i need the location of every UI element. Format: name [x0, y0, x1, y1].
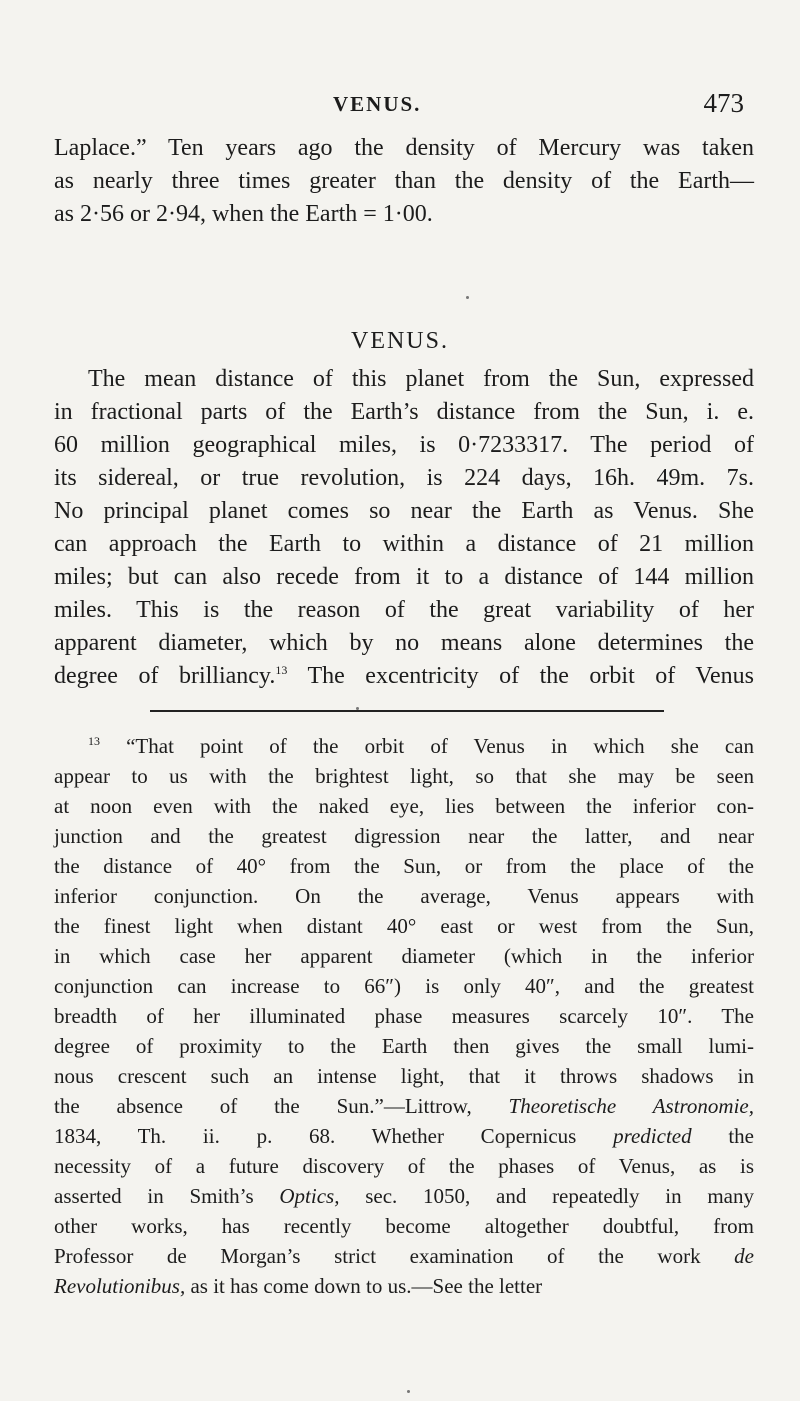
text-line: the finest light when distant 40° east or west from the Sun, [54, 914, 754, 938]
text-line [54, 660, 754, 693]
text-line: inferior conjunction. On the average, Venus appears with [54, 884, 754, 908]
text-line: necessity of a future discovery of the phases of Venus, as is [54, 1154, 754, 1178]
text-line: degree of proximity to the Earth then gives the small lumi- [54, 1034, 754, 1058]
text-line [54, 731, 754, 761]
text-fragment: sec. 1050, and repeatedly in many [339, 1184, 754, 1208]
text-line: junction and the greatest digression near the latter, and near [54, 824, 754, 848]
book-title: Theoretische Astronomie, [508, 1094, 754, 1118]
footnote [54, 731, 754, 1301]
text-line: in fractional parts of the Earth’s distance from the Sun, i. e. [54, 399, 754, 425]
text-line: miles. This is the reason of the great variability of her [54, 597, 754, 623]
text-fragment: 1834, Th. ii. p. 68. Whether Copernicus [54, 1124, 614, 1148]
text-line [54, 1271, 754, 1301]
text-line: breadth of her illuminated phase measures scarcely 10″. The [54, 1004, 754, 1028]
text-fragment: asserted in Smith’s [54, 1184, 280, 1208]
text-line [54, 1121, 754, 1151]
text-line: appear to us with the brightest light, so that she may be seen [54, 764, 754, 788]
text-line: can approach the Earth to within a distance of 21 million [54, 531, 754, 557]
running-title: VENUS. [333, 92, 422, 116]
text-fragment: Professor de Morgan’s strict examination of the work [54, 1244, 735, 1268]
text-line: at noon even with the naked eye, lies between the inferior con- [54, 794, 754, 818]
book-title: Optics, [279, 1184, 340, 1208]
intro-paragraph [54, 132, 754, 231]
paper-speck [466, 296, 469, 299]
text-line: its sidereal, or true revolution, is 224 days, 16h. 49m. 7s. [54, 465, 754, 491]
text-line [54, 1181, 754, 1211]
text-fragment: the [691, 1124, 754, 1148]
text-line: as 2·56 or 2·94, when the Earth = 1·00. [54, 201, 433, 227]
paper-speck [407, 1390, 410, 1393]
text-line: Laplace.” Ten years ago the density of Mercury was taken [54, 135, 754, 161]
page-number: 473 [703, 88, 744, 118]
text-line [54, 1091, 754, 1121]
text-line: miles; but can also recede from it to a distance of 144 million [54, 564, 754, 590]
text-fragment: “That point of the orbit of Venus in which she can [126, 734, 754, 758]
paper-speck [356, 707, 359, 710]
text-fragment: as it has come down to us.—See the letter [185, 1274, 543, 1298]
text-line: in which case her apparent diameter (which in the inferior [54, 944, 754, 968]
text-line: conjunction can increase to 66″) is only 40″, and the greatest [54, 974, 754, 998]
book-title: Revolutionibus, [54, 1274, 186, 1298]
emphasis: predicted [613, 1124, 692, 1148]
text-line: The mean distance of this planet from the Sun, expressed [88, 366, 754, 392]
footnote-reference: 13 [275, 663, 288, 677]
text-fragment: degree of brilliancy. [54, 663, 276, 689]
text-line: other works, has recently become altogether doubtful, from [54, 1214, 754, 1238]
text-fragment: the absence of the Sun.”—Littrow, [54, 1094, 509, 1118]
text-line: nous crescent such an intense light, that it throws shadows in [54, 1064, 754, 1088]
section-heading: VENUS. [350, 328, 449, 354]
book-title: de [734, 1244, 754, 1268]
footnote-marker: 13 [88, 734, 100, 748]
text-line: No principal planet comes so near the Earth as Venus. She [54, 498, 754, 524]
text-line [54, 1241, 754, 1271]
text-line: the distance of 40° from the Sun, or from the place of the [54, 854, 754, 878]
text-line: 60 million geographical miles, is 0·7233317. The period of [54, 432, 754, 458]
text-line: as nearly three times greater than the density of the Earth— [54, 168, 754, 194]
running-head [0, 88, 800, 126]
main-paragraph [54, 363, 754, 693]
footnote-rule [150, 710, 664, 712]
text-fragment: The excentricity of the orbit of Venus [307, 663, 755, 689]
text-line: apparent diameter, which by no means alone determines the [54, 630, 754, 656]
